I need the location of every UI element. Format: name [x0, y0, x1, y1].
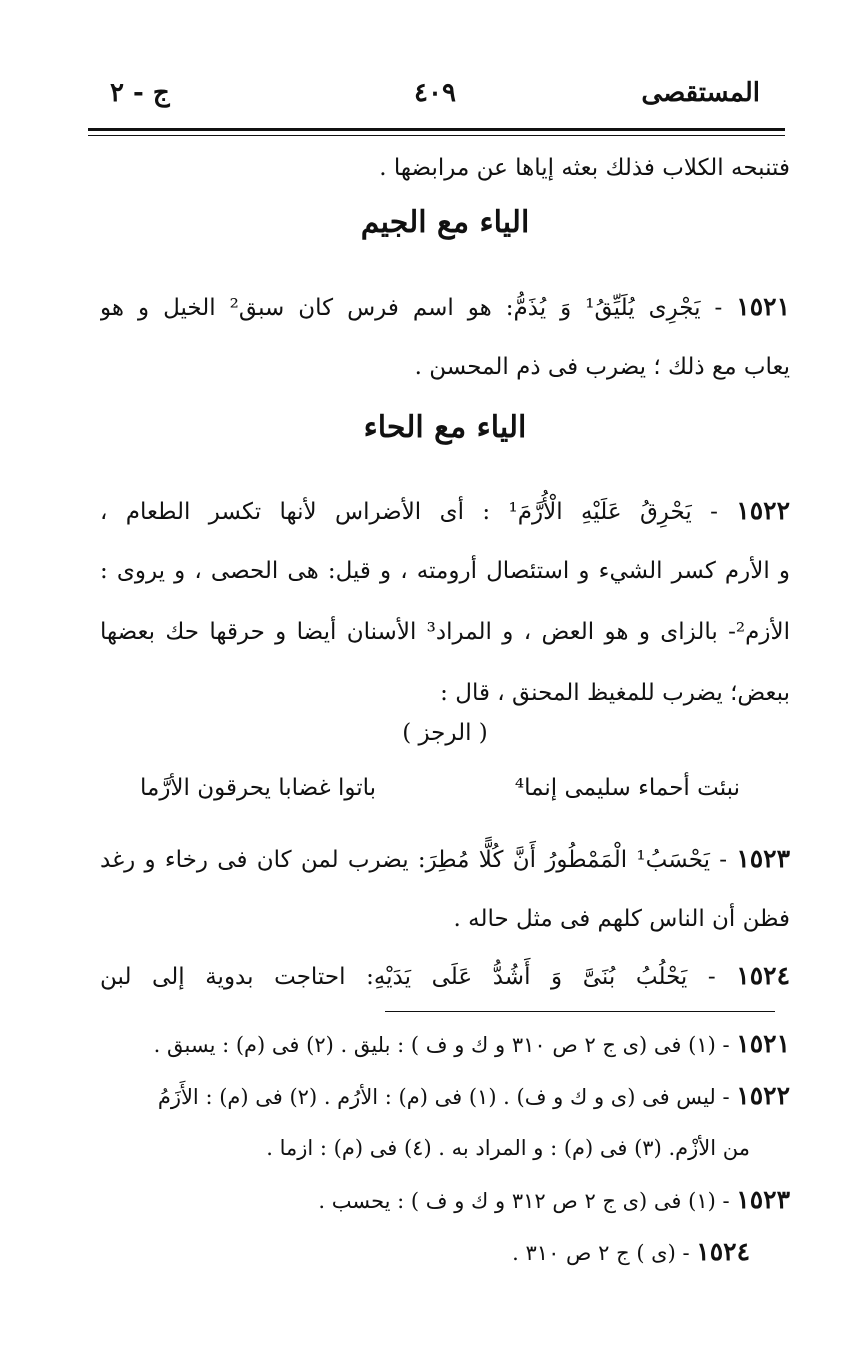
footnotes — [100, 1018, 790, 1278]
entry-line: و الأرم كسر الشيء و استئصال أرومته ، و قيل: هى الحصى ، و يروى : — [100, 558, 790, 584]
entry-number: ١٥٢٢ — [736, 496, 790, 525]
entry-number: ١٥٢١ — [736, 292, 790, 321]
entry-line: ١٥٢٣ - يَحْسَبُ¹ الْمَمْطُورُ أَنَّ كُلًّا مُطِرَ: يضرب لمن كان فى رخاء و رغد — [100, 844, 790, 873]
header-rule-thick — [88, 128, 785, 131]
entry-line: ١٥٢٤ - يَحْلُبُ بُنَىَّ وَ أَشُدُّ عَلَى يَدَيْهِ: احتاجت بدوية إلى لبن — [100, 961, 790, 990]
footnote: ١٥٢٤ - (ى ) ج ٢ ص ٣١٠ . — [512, 1237, 750, 1266]
entry-line: ١٥٢٢ - يَحْرِقُ عَلَيْهِ الْأُرَّمَ¹ : أى الأضراس لأنها تكسر الطعام ، — [100, 496, 790, 525]
entry-line: فظن أن الناس كلهم فى مثل حاله . — [453, 906, 790, 932]
page-number: ٤٠٩ — [414, 78, 456, 108]
hemistich-second: باتوا غضابا يحرقون الأرَّما — [140, 775, 377, 801]
running-header — [110, 78, 760, 122]
entry-1524 — [100, 945, 790, 1006]
section-heading-ha: الياء مع الحاء — [363, 410, 527, 445]
entry-1523 — [100, 828, 790, 950]
entry-number: ١٥٢٤ — [736, 961, 790, 990]
entry-line: الأزم²- بالزاى و هو العض ، و المراد³ الأسنان أيضا و حرقها حك بعضها — [100, 619, 790, 645]
book-title: المستقصى — [641, 78, 760, 108]
footnote: ١٥٢٣ - (١) فى (ى ج ٢ ص ٣١٢ و ك و ف ) : يحسب . — [318, 1185, 790, 1214]
entry-line: ببعض؛ يضرب للمغيظ المحنق ، قال : — [440, 680, 790, 706]
header-rule-thin — [88, 135, 785, 136]
poem-verse — [140, 775, 740, 801]
footnote: ١٥٢٢ - ليس فى (ى و ك و ف) . (١) فى (م) : الأرُم . (٢) فى (م) : الأَزَمُ — [157, 1081, 790, 1110]
entry-number: ١٥٢٣ — [736, 844, 790, 873]
entry-1521 — [100, 276, 790, 398]
volume-label: ج - ٢ — [110, 78, 170, 108]
continuation-text: فتنبحه الكلاب فذلك بعثه إياها عن مرابضها . — [379, 155, 790, 181]
entry-line: ١٥٢١ - يَجْرِى يُلَيِّقُ¹ وَ يُذَمُّ: هو اسم فرس كان سبق² الخيل و هو — [100, 292, 790, 321]
footnote: ١٥٢١ - (١) فى (ى ج ٢ ص ٣١٠ و ك و ف ) : بليق . (٢) فى (م) : يسبق . — [153, 1029, 790, 1058]
footnote-continuation: من الأزْم. (٣) فى (م) : و المراد به . (٤) فى (م) : ازما . — [266, 1136, 750, 1160]
entry-1522 — [100, 480, 790, 724]
section-heading-jim: الياء مع الجيم — [360, 205, 530, 240]
entry-line: يعاب مع ذلك ؛ يضرب فى ذم المحسن . — [414, 354, 790, 380]
footnote-rule — [385, 1011, 775, 1012]
hemistich-first: نبئت أحماء سليمى إنما⁴ — [514, 775, 740, 801]
poem-meter: ( الرجز ) — [402, 720, 488, 746]
